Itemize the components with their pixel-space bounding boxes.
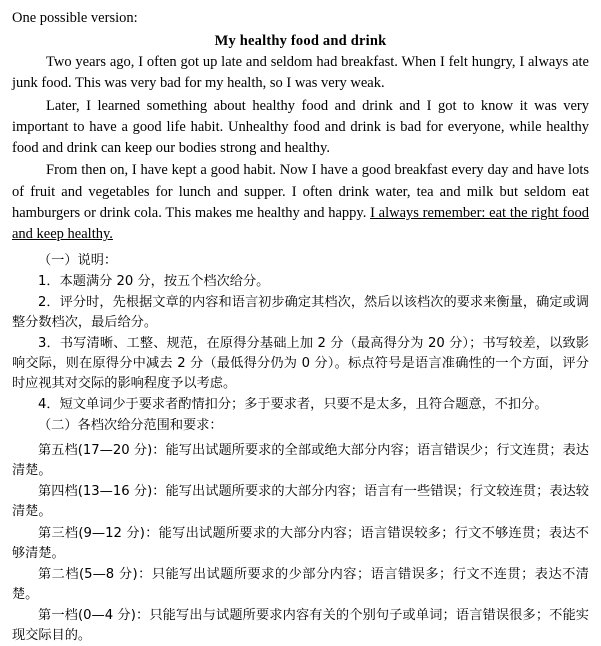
score-band-item: 第三档(9—12 分)：能写出试题所要求的大部分内容；语言错误较多；行文不够连贯；表达不够清楚。: [12, 525, 589, 561]
scoring-notes-section: [12, 251, 589, 437]
score-band-item: 第五档(17—20 分)：能写出试题所要求的全部或绝大部分内容；语言错误少；行文连贯；表达清楚。: [12, 443, 589, 479]
scoring-note-item: 2．评分时，先根据文章的内容和语言初步确定其档次，然后以该档次的要求来衡量，确定或调整分数档次，最后给分。: [12, 294, 589, 330]
section-two-heading: （二）各档次给分范围和要求：: [38, 418, 223, 434]
scoring-note-item: 4．短文单词少于要求者酌情扣分；多于要求者，只要不是太多，且符合题意，不扣分。: [38, 397, 548, 413]
essay-body: [12, 52, 589, 246]
essay-title: My healthy food and drink: [214, 32, 387, 49]
scoring-note-item: 1．本题满分 20 分，按五个档次给分。: [38, 273, 270, 289]
score-band-item: 第一档(0—4 分)：只能写出与试题所要求内容有关的个别句子或单词；语言错误很多；不能实现交际目的。: [12, 607, 589, 643]
section-one-heading: （一）说明：: [38, 252, 118, 268]
score-bands-section: [12, 441, 589, 646]
lead-line: One possible version:: [12, 10, 138, 26]
score-band-item: 第二档(5—8 分)：只能写出试题所要求的少部分内容；语言错误多；行文不连贯；表达不清楚。: [12, 566, 589, 602]
essay-paragraph: [12, 160, 589, 245]
score-band-item: 第四档(13—16 分)：能写出试题所要求的大部分内容；语言有一些错误；行文较连贯；表达较清楚。: [12, 484, 589, 520]
essay-paragraph-text: From then on, I have kept a good habit. Now I have a good breakfast every day and have lots of fruit and vegetables for lunch and supper. I often drink water, tea and milk but seldom eat hamburgers or drink cola. This makes me healthy and happy.: [12, 162, 589, 222]
essay-paragraph: Two years ago, I often got up late and seldom had breakfast. When I felt hungry, I always ate junk food. This was very bad for my health, so I was very weak.: [12, 53, 589, 92]
scoring-note-item: 3．书写清晰、工整、规范，在原得分基础上加 2 分（最高得分为 20 分）；书写较差，以致影响交际，则在原得分中减去 2 分（最低得分仍为 0 分）。标点符号是语言准确性的一个方面，评分时应视其对交际的影响程度予以考虑。: [12, 335, 589, 392]
essay-underlined-sentence: I always remember: eat the right food and keep healthy.: [12, 205, 589, 243]
essay-paragraph: Later, I learned something about healthy food and drink and I got to know it was very important to have a good life habit. Unhealthy food and drink is bad for everyone, while healthy food and drink can keep our bodies strong and healthy.: [12, 97, 589, 157]
